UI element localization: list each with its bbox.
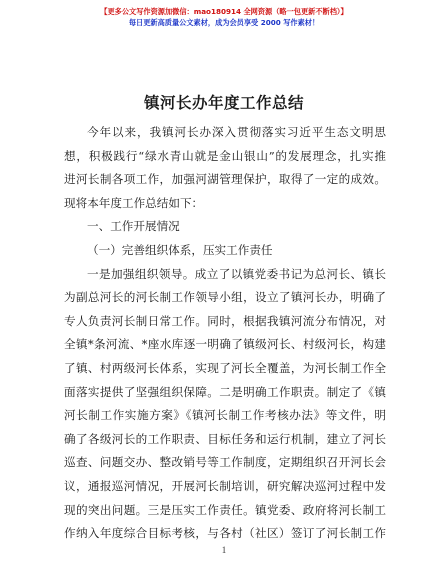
text-line: 想，积极践行“绿水青山就是金山银山”的发展理念，扎实推: [64, 148, 386, 163]
subsection-heading: [64, 239, 386, 263]
text-line: 确了各级河长的工作职责、目标任务和运行机制，建立了河长: [64, 431, 386, 446]
text-line: 进河长制各项工作，加强河湖管理保护，取得了一定的成效。: [64, 172, 386, 187]
page-number: 1: [221, 545, 227, 555]
text-line: 面落实提供了坚强组织保障。二是明确工作职责。制定了《镇: [64, 384, 386, 399]
promo-banner-line1: 【更多公文写作资源加微信：mao180914 全网资源（略一包更新不断档）】: [100, 7, 348, 16]
text-line: 河长制工作实施方案》《镇河长制工作考核办法》等文件，明: [64, 408, 386, 423]
text-line: 一、工作开展情况: [87, 219, 180, 234]
text-line: 现的突出问题。三是压实工作责任。镇党委、政府将河长制工: [64, 502, 386, 517]
text-line: 一是加强组织领导。成立了以镇党委书记为总河长、镇长: [87, 266, 386, 281]
text-line: 作纳入年度综合目标考核，与各村（社区）签订了河长制工作: [64, 526, 386, 541]
intro-paragraph: [64, 121, 386, 215]
section-heading: [64, 215, 386, 239]
text-line: 今年以来，我镇河长办深入贯彻落实习近平生态文明思: [87, 125, 386, 139]
text-line: 巡查、问题交办、整改销号等工作制度，定期组织召开河长会: [64, 455, 386, 470]
text-line: 为副总河长的河长制工作领导小组，设立了镇河长办，明确了: [64, 290, 386, 305]
document-body: [64, 121, 386, 546]
body-paragraph: [64, 263, 386, 546]
text-line: 现将本年度工作总结如下：: [64, 195, 204, 210]
text-line: 了镇、村两级河长体系，实现了河长全覆盖，为河长制工作全: [64, 360, 386, 375]
text-line: 议，通报巡河情况，开展河长制培训，研究解决巡河过程中发: [64, 478, 386, 493]
text-line: 专人负责河长制日常工作。同时，根据我镇河流分布情况，对: [64, 313, 386, 328]
text-line: 全镇*条河流、*座水库逐一明确了镇级河长、村级河长，构建: [64, 337, 386, 352]
text-line: （一）完善组织体系，压实工作责任: [87, 242, 273, 257]
promo-banner-line2: 每日更新高质量公文素材，成为会员享受 2000 写作素材！: [128, 18, 320, 27]
promo-banner: [0, 6, 448, 28]
document-title: 镇河长办年度工作总结: [143, 94, 304, 112]
